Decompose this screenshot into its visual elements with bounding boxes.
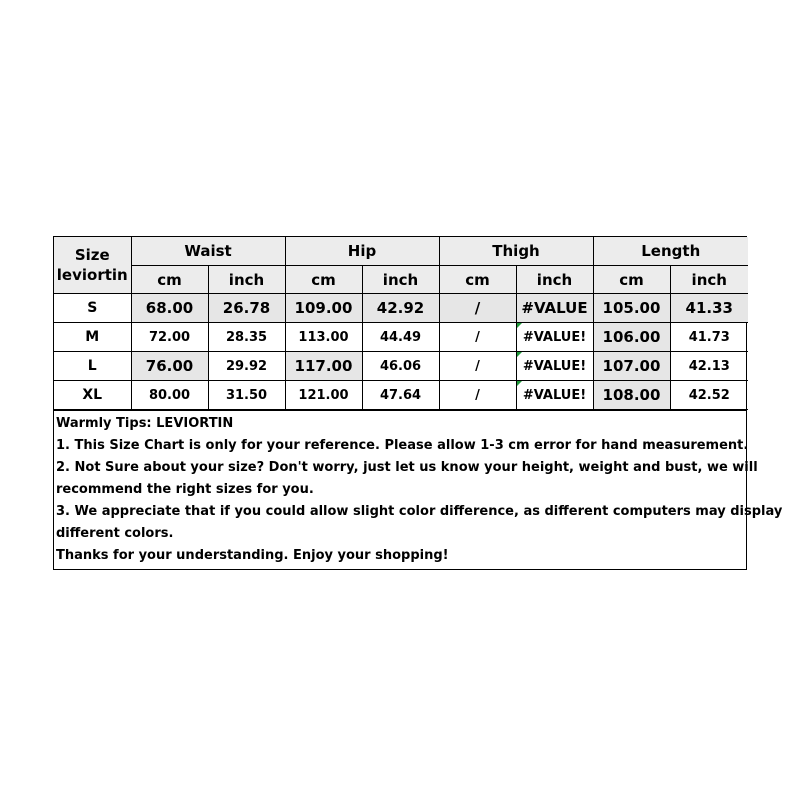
value-cell: / xyxy=(439,352,516,381)
size-header-line1: Size xyxy=(74,246,110,264)
value-cell: 42.13 xyxy=(670,352,748,381)
group-header-thigh: Thigh xyxy=(439,237,593,266)
group-header-hip: Hip xyxy=(285,237,439,266)
value-cell: 28.35 xyxy=(208,323,285,352)
value-cell: 106.00 xyxy=(593,323,670,352)
value-cell: 108.00 xyxy=(593,381,670,410)
group-header-waist: Waist xyxy=(131,237,285,266)
value-cell: #VALUE! xyxy=(516,323,593,352)
unit-header: inch xyxy=(516,266,593,294)
size-cell: XL xyxy=(54,381,131,410)
unit-header: inch xyxy=(362,266,439,294)
value-cell: 31.50 xyxy=(208,381,285,410)
value-cell: 29.92 xyxy=(208,352,285,381)
value-cell: 76.00 xyxy=(131,352,208,381)
size-cell: M xyxy=(54,323,131,352)
table-row xyxy=(54,323,748,352)
value-cell: / xyxy=(439,294,516,323)
unit-header: cm xyxy=(439,266,516,294)
value-cell: 109.00 xyxy=(285,294,362,323)
value-cell: 44.49 xyxy=(362,323,439,352)
value-cell: 42.52 xyxy=(670,381,748,410)
header-row-groups xyxy=(54,237,748,266)
tip-line: 1. This Size Chart is only for your reference. Please allow 1-3 cm error for hand measurement. xyxy=(56,438,749,453)
value-cell: 41.33 xyxy=(670,294,748,323)
value-cell: / xyxy=(439,323,516,352)
size-header-cell xyxy=(54,237,131,294)
value-cell: 47.64 xyxy=(362,381,439,410)
unit-header: inch xyxy=(208,266,285,294)
table-row xyxy=(54,352,748,381)
table-row xyxy=(54,294,748,323)
size-chart xyxy=(53,236,783,570)
value-cell: #VALUE! xyxy=(516,352,593,381)
table-row xyxy=(54,381,748,410)
value-cell: 107.00 xyxy=(593,352,670,381)
value-cell: 26.78 xyxy=(208,294,285,323)
value-cell: #VALUE xyxy=(516,294,593,323)
value-cell: 68.00 xyxy=(131,294,208,323)
value-cell: 72.00 xyxy=(131,323,208,352)
header-row-units xyxy=(54,266,748,294)
value-cell: #VALUE! xyxy=(516,381,593,410)
tip-line: recommend the right sizes for you. xyxy=(56,482,314,497)
unit-header: cm xyxy=(593,266,670,294)
unit-header: inch xyxy=(670,266,748,294)
value-cell: 121.00 xyxy=(285,381,362,410)
value-cell: 41.73 xyxy=(670,323,748,352)
value-cell: 80.00 xyxy=(131,381,208,410)
tip-line: 3. We appreciate that if you could allow slight color difference, as different computers may display xyxy=(56,504,783,519)
unit-header: cm xyxy=(131,266,208,294)
size-cell: S xyxy=(54,294,131,323)
unit-header: cm xyxy=(285,266,362,294)
tip-line: 2. Not Sure about your size? Don't worry, just let us know your height, weight and bust, we will xyxy=(56,460,758,475)
tip-line: different colors. xyxy=(56,526,174,541)
value-cell: 42.92 xyxy=(362,294,439,323)
size-table xyxy=(54,237,748,410)
tips-section xyxy=(54,410,783,569)
tips-closing: Thanks for your understanding. Enjoy your shopping! xyxy=(56,548,449,563)
group-header-length: Length xyxy=(593,237,748,266)
size-header-line2: leviortin xyxy=(56,266,128,284)
value-cell: / xyxy=(439,381,516,410)
tips-title: Warmly Tips: LEVIORTIN xyxy=(56,416,234,431)
value-cell: 105.00 xyxy=(593,294,670,323)
size-cell: L xyxy=(54,352,131,381)
value-cell: 46.06 xyxy=(362,352,439,381)
value-cell: 117.00 xyxy=(285,352,362,381)
value-cell: 113.00 xyxy=(285,323,362,352)
